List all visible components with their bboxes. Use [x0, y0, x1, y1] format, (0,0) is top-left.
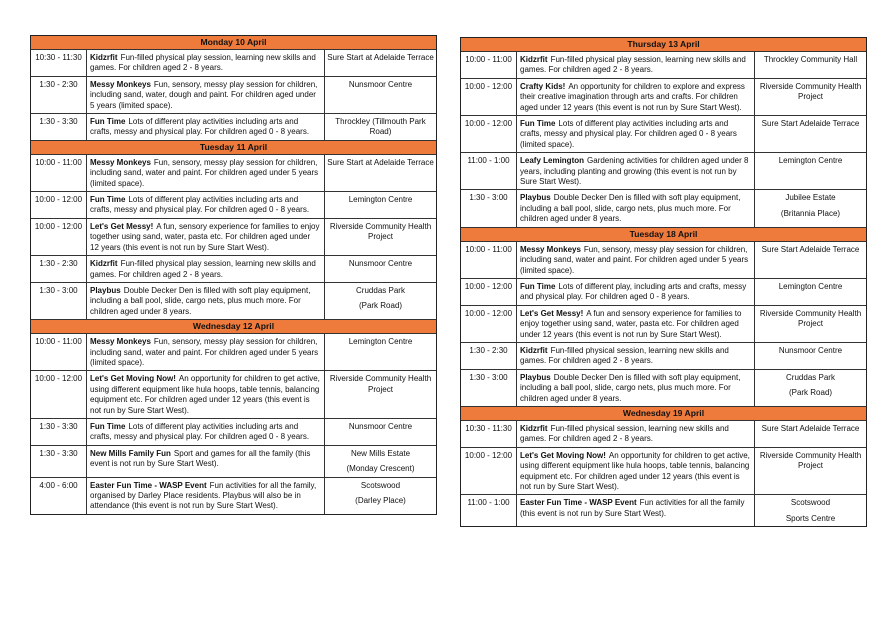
event-time: 10:00 - 11:00: [31, 155, 87, 191]
event-description: [517, 153, 755, 189]
event-name: Kidzrfit: [90, 259, 118, 269]
event-row: [461, 370, 866, 407]
venue-subname: (Park Road): [788, 388, 833, 398]
venue-name: Lemington Centre: [348, 195, 413, 205]
venue-name: Sure Start Adelaide Terrace: [761, 119, 860, 129]
event-name: Messy Monkeys: [90, 79, 151, 89]
event-description: [517, 190, 755, 226]
event-row: [31, 219, 436, 256]
event-details: Lots of different play activities including arts and crafts, messy and physical play. For children aged 0 - 8 years (limited space).: [520, 119, 737, 149]
event-row: [461, 421, 866, 448]
event-description: [517, 370, 755, 406]
event-details: Fun, sensory, messy play session for children, including sand, water, dough and paint. For children aged under 5 years (limited space).: [90, 79, 318, 110]
event-name: Easter Fun Time - WASP Event: [90, 480, 207, 490]
event-name: Playbus: [90, 285, 121, 295]
event-venue: [325, 219, 436, 255]
event-description: [517, 495, 755, 526]
venue-name: Riverside Community Health Project: [329, 221, 432, 242]
event-row: [31, 371, 436, 419]
event-venue: [325, 155, 436, 191]
event-venue: [755, 448, 866, 495]
event-time: 10:00 - 11:00: [31, 334, 87, 370]
event-row: [461, 116, 866, 153]
event-description: [87, 219, 325, 255]
event-venue: [325, 114, 436, 140]
event-description: [87, 77, 325, 113]
event-time: 1:30 - 2:30: [31, 256, 87, 282]
event-description: [517, 52, 755, 78]
event-description: [87, 419, 325, 445]
venue-subname: (Park Road): [358, 301, 403, 311]
event-details: A fun, sensory experience for families to enjoy together using sand, water, pasta etc. For children aged under 12 years (this event is not run by Sure Start West).: [90, 221, 320, 252]
event-name: Let's Get Moving Now!: [90, 374, 176, 384]
event-details: Lots of different play, including arts and crafts, messy and physical play. For children aged 0 - 8 years.: [520, 281, 747, 302]
event-details: Fun-filled physical session, learning new skills and games. For children aged 2 - 8 years.: [520, 423, 729, 444]
event-row: [31, 334, 436, 371]
event-name: Fun Time: [90, 421, 126, 431]
day-header: Thursday 13 April: [461, 38, 866, 52]
venue-name: Cruddas Park: [356, 285, 405, 295]
venue-subname: Sports Centre: [785, 513, 836, 523]
event-time: 10:00 - 12:00: [461, 79, 517, 115]
day-header: Wednesday 19 April: [461, 407, 866, 421]
day-header: Tuesday 11 April: [31, 141, 436, 155]
event-time: 10:00 - 12:00: [31, 371, 87, 418]
venue-subname: (Monday Crescent): [346, 464, 415, 474]
event-time: 10:00 - 12:00: [461, 116, 517, 152]
event-row: [461, 52, 866, 79]
venue-name: Sure Start at Adelaide Terrace: [327, 157, 434, 167]
venue-name: Riverside Community Health Project: [759, 450, 862, 471]
event-description: [517, 242, 755, 278]
event-details: An opportunity for children to get active, using different equipment like hula hoops, table tennis, balancing equipment etc. For children aged under 12 years (this event is not run by Sure Start West).: [520, 450, 750, 491]
event-time: 1:30 - 3:00: [461, 370, 517, 406]
event-row: [31, 256, 436, 283]
event-row: [31, 478, 436, 514]
event-time: 10:00 - 11:00: [461, 242, 517, 278]
event-row: [461, 153, 866, 190]
event-details: Fun-filled physical session, learning new skills and games. For children aged 2 - 8 years.: [520, 345, 729, 366]
event-name: Messy Monkeys: [90, 157, 151, 167]
venue-name: Riverside Community Health Project: [759, 81, 862, 102]
event-venue: [325, 419, 436, 445]
venue-name: Riverside Community Health Project: [329, 374, 432, 394]
event-time: 1:30 - 2:30: [31, 77, 87, 113]
event-time: 10:00 - 11:00: [461, 52, 517, 78]
venue-name: Jubilee Estate: [785, 193, 836, 203]
event-row: [31, 77, 436, 114]
venue-name: Nunsmoor Centre: [348, 259, 413, 269]
day-header: Monday 10 April: [31, 36, 436, 50]
day-header: Wednesday 12 April: [31, 320, 436, 334]
event-time: 10:00 - 12:00: [461, 306, 517, 342]
event-venue: [755, 153, 866, 189]
event-name: Fun Time: [520, 119, 556, 129]
event-name: Crafty Kids!: [520, 81, 566, 91]
event-row: [461, 190, 866, 227]
venue-name: Throckley Community Hall: [763, 55, 858, 64]
event-details: Fun activities for all the family (this event is not run by Sure Start West).: [520, 498, 745, 518]
event-description: [87, 114, 325, 140]
venue-name: Lemington Centre: [348, 337, 413, 347]
event-description: [87, 155, 325, 191]
event-row: [461, 448, 866, 496]
event-row: [31, 446, 436, 478]
event-name: Let's Get Messy!: [520, 308, 584, 318]
event-venue: [325, 334, 436, 370]
venue-name: Scotswood: [790, 498, 831, 508]
venue-name: Scotswood: [360, 480, 401, 490]
event-details: Fun activities for all the family, organised by Darley Place residents. Playbus will also be in attendance (this event is not run by Sure Start West).: [90, 480, 317, 511]
event-time: 1:30 - 3:00: [461, 190, 517, 226]
event-name: Messy Monkeys: [520, 244, 581, 254]
left-schedule-table: [30, 35, 437, 515]
event-name: Messy Monkeys: [90, 337, 151, 347]
event-description: [87, 256, 325, 282]
event-details: Fun-filled physical play session, learning new skills and games. For children aged 2 - 8 years.: [520, 55, 746, 75]
event-row: [31, 50, 436, 77]
event-row: [31, 114, 436, 141]
event-time: 10:30 - 11:30: [31, 50, 87, 76]
event-venue: [755, 306, 866, 342]
event-description: [517, 306, 755, 342]
event-row: [461, 495, 866, 526]
event-venue: [325, 192, 436, 218]
venue-name: Sure Start Adelaide Terrace: [761, 423, 860, 433]
event-details: Lots of different play activities including arts and crafts, messy and physical play. For children aged 0 - 8 years.: [90, 117, 310, 137]
day-header: Tuesday 18 April: [461, 228, 866, 242]
event-details: Fun, sensory, messy play session for children, including sand, water and paint. For children aged under 5 years (limited space).: [520, 244, 749, 275]
right-schedule-table: [460, 37, 867, 527]
event-time: 1:30 - 3:30: [31, 446, 87, 477]
event-time: 10:00 - 12:00: [461, 448, 517, 495]
event-description: [517, 79, 755, 115]
event-row: [461, 343, 866, 370]
event-description: [517, 116, 755, 152]
event-description: [87, 50, 325, 76]
event-description: [517, 343, 755, 369]
event-name: Easter Fun Time - WASP Event: [520, 498, 637, 508]
event-time: 11:00 - 1:00: [461, 153, 517, 189]
event-details: Gardening activities for children aged under 8 years, including planting and growing (this event is not run by Sure Start West).: [520, 156, 749, 187]
event-time: 1:30 - 2:30: [461, 343, 517, 369]
event-name: Kidzrfit: [520, 345, 548, 355]
event-name: Kidzrfit: [520, 423, 548, 433]
event-row: [31, 283, 436, 320]
event-details: A fun and sensory experience for families to enjoy together using sand, water, pasta etc. For children aged under 12 years (this event is not run by Sure Start West).: [520, 308, 742, 339]
venue-name: Lemington Centre: [778, 281, 843, 291]
event-details: Fun, sensory, messy play session for children, including sand, water and paint. For children aged under 5 years (limited space).: [90, 337, 319, 367]
venue-subname: (Darley Place): [355, 496, 406, 505]
venue-name: Sure Start at Adelaide Terrace: [327, 53, 434, 62]
event-time: 1:30 - 3:30: [31, 114, 87, 140]
event-details: Double Decker Den is filled with soft play equipment, including a ball pool, slide, cargo nets, plus much more. For children aged under 8 years.: [520, 372, 741, 403]
event-time: 10:30 - 11:30: [461, 421, 517, 447]
event-details: An opportunity for children to explore and express their creative imagination through arts and crafts. For children aged under 12 years (this event is not run by Sure Start West).: [520, 81, 745, 112]
event-description: [517, 421, 755, 447]
event-venue: [755, 52, 866, 78]
event-name: Fun Time: [520, 281, 556, 291]
event-venue: [755, 343, 866, 369]
event-name: Let's Get Messy!: [90, 221, 154, 231]
event-time: 11:00 - 1:00: [461, 495, 517, 526]
event-venue: [325, 446, 436, 477]
event-details: Fun-filled physical play session, learning new skills and games. For children aged 2 - 8 years.: [90, 53, 316, 73]
event-venue: [325, 478, 436, 514]
event-details: Fun-filled physical play session, learning new skills and games. For children aged 2 - 8 years.: [90, 259, 316, 279]
venue-name: New Mills Estate: [350, 448, 411, 458]
event-details: Lots of different play activities including arts and crafts, messy and physical play. For children aged 0 - 8 years.: [90, 421, 310, 442]
event-venue: [755, 279, 866, 305]
event-row: [461, 242, 866, 279]
venue-name: Nunsmoor Centre: [348, 79, 413, 89]
event-name: Kidzrfit: [520, 55, 548, 64]
event-description: [87, 334, 325, 370]
event-name: Kidzrfit: [90, 53, 118, 62]
venue-name: Sure Start Adelaide Terrace: [761, 244, 860, 254]
event-description: [517, 448, 755, 495]
event-venue: [325, 77, 436, 113]
event-time: 1:30 - 3:00: [31, 283, 87, 319]
venue-name: Throckley (Tillmouth Park Road): [335, 117, 426, 137]
event-row: [461, 279, 866, 306]
event-time: 10:00 - 12:00: [461, 279, 517, 305]
event-details: Fun, sensory, messy play session for children, including sand, water and paint. For children aged under 5 years (limited space).: [90, 157, 319, 188]
event-description: [87, 192, 325, 218]
event-venue: [325, 50, 436, 76]
event-venue: [755, 190, 866, 226]
event-venue: [755, 79, 866, 115]
event-venue: [755, 116, 866, 152]
event-venue: [325, 371, 436, 418]
event-name: Leafy Lemington: [520, 156, 585, 166]
event-name: Let's Get Moving Now!: [520, 450, 606, 460]
event-row: [31, 419, 436, 446]
event-venue: [755, 495, 866, 526]
venue-name: Riverside Community Health Project: [759, 308, 862, 329]
venue-name: Nunsmoor Centre: [348, 421, 413, 431]
event-description: [87, 478, 325, 514]
event-row: [461, 306, 866, 343]
event-time: 4:00 - 6:00: [31, 478, 87, 514]
event-venue: [755, 370, 866, 406]
event-description: [87, 446, 325, 477]
event-details: Sport and games for all the family (this event is not run by Sure Start West).: [90, 448, 311, 469]
event-time: 1:30 - 3:30: [31, 419, 87, 445]
event-name: Playbus: [520, 372, 551, 382]
event-name: Fun Time: [90, 195, 126, 205]
venue-name: Lemington Centre: [778, 156, 843, 166]
event-name: Playbus: [520, 193, 551, 203]
event-name: Fun Time: [90, 117, 126, 127]
event-details: Double Decker Den is filled with soft play equipment, including a ball pool, slide, cargo nets, plus much more. For children aged under 8 years.: [90, 285, 311, 316]
event-description: [517, 279, 755, 305]
event-venue: [325, 283, 436, 319]
venue-name: Nunsmoor Centre: [778, 345, 843, 355]
event-details: Lots of different play activities including arts and crafts, messy and physical play. For children aged 0 - 8 years.: [90, 195, 310, 215]
event-venue: [325, 256, 436, 282]
event-venue: [755, 242, 866, 278]
event-time: 10:00 - 12:00: [31, 219, 87, 255]
event-row: [31, 155, 436, 192]
event-row: [461, 79, 866, 116]
event-description: [87, 283, 325, 319]
event-venue: [755, 421, 866, 447]
event-row: [31, 192, 436, 219]
venue-subname: (Britannia Place): [780, 208, 841, 218]
event-details: Double Decker Den is filled with soft play equipment, including a ball pool, slide, cargo nets, plus much more. For children aged under 8 years.: [520, 193, 741, 224]
event-description: [87, 371, 325, 418]
venue-name: Cruddas Park: [786, 372, 835, 382]
event-name: New Mills Family Fun: [90, 448, 171, 458]
event-details: An opportunity for children to get active, using different equipment like hula hoops, table tennis, balancing equipment etc. For children aged under 12 years (this event is not run by Sure Start West).: [90, 374, 320, 415]
event-time: 10:00 - 12:00: [31, 192, 87, 218]
